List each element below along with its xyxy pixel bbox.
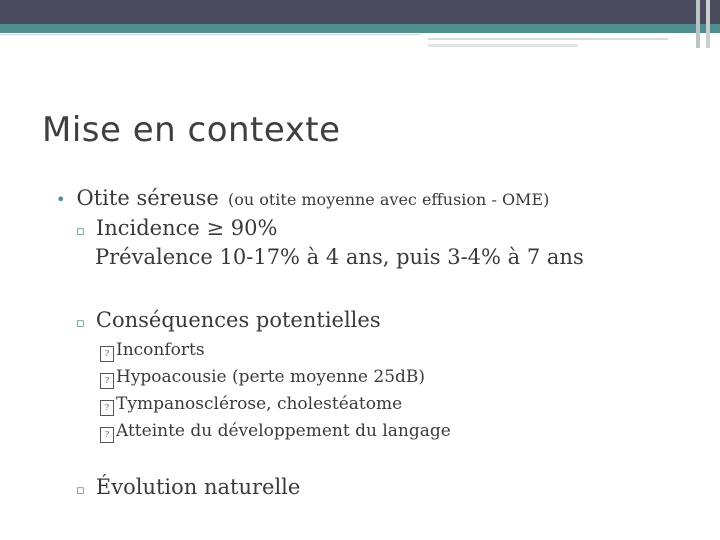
sub-bullet-consequences [76,308,381,332]
slide-title: Mise en contexte [42,110,341,150]
missing-glyph-icon: ? [100,346,114,362]
square-bullet-icon: ▫ [76,316,85,331]
missing-glyph-icon: ? [100,373,114,389]
missing-glyph-icon: ? [100,400,114,416]
missing-glyph-icon: ? [100,427,114,443]
bullet-main-text: Otite séreuse [76,186,219,210]
consequences-text: Conséquences potentielles [95,308,381,332]
bullet-otite-sereuse [56,186,549,210]
sub-bullet-incidence [76,216,277,240]
bullet-dot-icon: • [56,190,66,209]
list-item: ? Hypoacousie (perte moyenne 25dB) [100,367,425,389]
bullet-detail-text: (ou otite moyenne avec effusion - OME) [227,190,550,209]
square-bullet-icon: ▫ [76,483,85,498]
sub-bullet-evolution [76,475,300,499]
prevalence-text: Prévalence 10-17% à 4 ans, puis 3-4% à 7 ans [95,245,584,269]
list-item: ? Tympanosclérose, cholestéatome [100,394,402,416]
evolution-text: Évolution naturelle [95,475,301,499]
incidence-text: Incidence ≥ 90% [95,216,278,240]
square-bullet-icon: ▫ [76,224,85,239]
list-item: ? Inconforts [100,340,205,362]
list-item: ? Atteinte du développement du langage [100,421,451,443]
